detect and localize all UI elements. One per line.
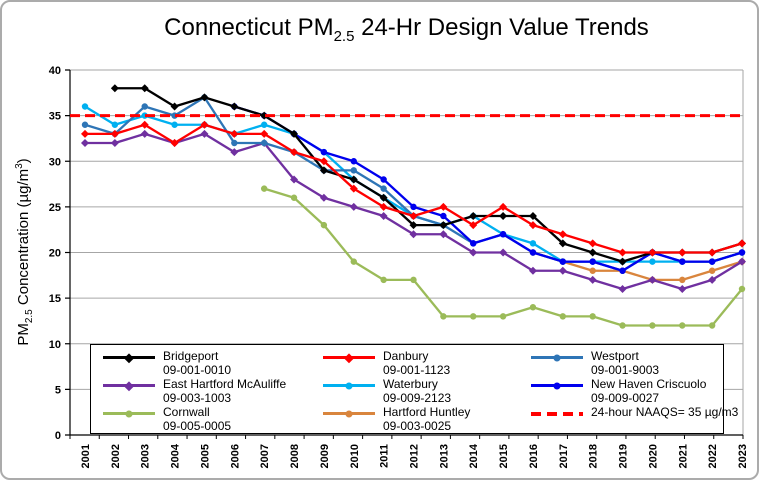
data-point [589,276,597,284]
legend-item [323,350,531,378]
data-point [708,249,716,257]
x-tick-label: 2021 [677,444,690,469]
data-point [738,239,746,247]
data-point [321,222,327,228]
series-line-east-hartford-mcauliffe [85,134,742,289]
legend-item [531,350,738,378]
data-point [82,103,88,109]
legend-line-swatch [323,384,375,387]
x-tick-label: 2016 [527,444,540,469]
data-point [261,185,267,191]
data-point [679,258,685,264]
data-point [82,122,88,128]
data-point [649,322,655,328]
legend-label: New Haven Criscuolo 09-009-0027 [591,377,707,405]
data-point [589,249,597,257]
chart-legend [90,344,739,434]
data-point [678,249,686,257]
data-point [530,304,536,310]
x-tick-label: 2017 [557,444,570,469]
legend-label: Bridgeport 09-001-0010 [163,349,232,377]
legend-item [103,406,323,434]
legend-line-swatch [103,384,155,387]
legend-label: Danbury 09-001-1123 [383,349,451,377]
data-point [739,249,745,255]
x-tick-label: 2013 [438,444,451,469]
data-point [739,286,745,292]
data-point [380,185,386,191]
legend-item [531,406,738,434]
data-point [589,239,597,247]
data-point [530,249,536,255]
legend-item [103,378,323,406]
data-point [648,276,656,284]
series-line-waterbury [85,107,742,262]
legend-label: Westport 09-001-9003 [591,349,660,377]
x-tick-label: 2002 [109,444,122,469]
x-tick-label: 2014 [468,444,481,469]
data-point [81,139,89,147]
x-tick-label: 2010 [348,444,361,469]
legend-line-swatch [103,412,155,415]
data-point [500,313,506,319]
legend-label: Waterbury 09-009-2123 [383,377,452,405]
data-point [440,213,446,219]
data-point [470,240,476,246]
legend-label: Hartford Huntley 09-003-0025 [383,405,471,433]
data-point [500,231,506,237]
legend-line-swatch [103,356,155,359]
data-point [560,313,566,319]
x-tick-label: 2022 [707,444,720,469]
data-point [440,313,446,319]
x-tick-label: 2019 [617,444,630,469]
data-point [678,285,686,293]
legend-label: East Hartford McAuliffe 09-003-1003 [163,377,287,405]
data-point [350,203,358,211]
data-point [619,285,627,293]
x-tick-label: 2012 [408,444,421,469]
data-point [589,268,595,274]
y-tick-label: 30 [48,156,61,169]
data-point [351,167,357,173]
data-point [351,158,357,164]
x-tick-label: 2023 [737,444,749,469]
legend-item [103,350,323,378]
legend-label: Cornwall 09-005-0005 [163,405,232,433]
data-point [530,240,536,246]
x-tick-label: 2009 [318,444,331,469]
legend-line-swatch [531,356,583,359]
y-tick-label: 20 [48,247,61,260]
legend-dashed-line-swatch [531,412,583,416]
data-point [111,84,119,92]
data-point [679,277,685,283]
data-point [470,313,476,319]
y-tick-label: 15 [48,293,61,306]
data-point [112,122,118,128]
data-point [560,258,566,264]
legend-item [323,378,531,406]
y-tick-label: 0 [54,430,61,442]
y-tick-label: 5 [54,384,61,397]
x-tick-label: 2020 [647,444,660,469]
y-tick-label: 40 [48,65,61,77]
data-point [709,258,715,264]
data-point [559,230,567,238]
data-point [709,322,715,328]
data-point [111,139,119,147]
data-point [589,313,595,319]
data-point [261,140,267,146]
x-tick-label: 2007 [259,444,272,469]
data-point [559,267,567,275]
chart-title: Connecticut $PM_{2.5}$ 24-Hr Design Value Trends [164,14,649,45]
data-point [231,140,237,146]
legend-line-swatch [531,384,583,387]
legend-line-swatch [323,412,375,415]
data-point [171,122,177,128]
legend-item [531,378,738,406]
y-tick-label: 25 [48,201,61,214]
data-point [380,176,386,182]
data-point [321,149,327,155]
data-point [410,204,416,210]
data-point [351,258,357,264]
legend-grid [91,345,739,434]
data-point [619,258,627,266]
data-point [291,195,297,201]
legend-item [323,406,531,434]
data-point [589,258,595,264]
x-tick-label: 2011 [378,444,391,468]
x-tick-label: 2006 [229,444,242,469]
data-point [619,322,625,328]
x-tick-label: 2001 [80,444,92,469]
x-tick-label: 2003 [139,444,152,469]
data-point [619,268,625,274]
data-point [619,249,627,257]
series-line-westport [85,97,742,270]
y-tick-label: 10 [48,338,61,351]
data-point [380,277,386,283]
x-tick-label: 2008 [289,444,302,469]
data-point [649,258,655,264]
data-point [81,130,89,138]
data-point [142,103,148,109]
data-point [679,322,685,328]
data-point [230,103,238,111]
x-tick-label: 2004 [169,444,182,469]
x-tick-label: 2018 [587,444,600,469]
y-tick-label: 35 [48,110,61,123]
data-point [410,277,416,283]
y-axis-title: $PM_{2.5}$ Concentration $(\mu g/m^3)$ [14,158,35,346]
data-point [141,130,149,138]
data-point [709,268,715,274]
legend-line-swatch [323,356,375,359]
x-tick-label: 2015 [498,444,511,469]
data-point [499,212,507,220]
x-tick-label: 2005 [199,444,212,469]
data-point [261,122,267,128]
legend-label: 24-hour NAAQS= 35 µg/m3 [591,405,739,419]
